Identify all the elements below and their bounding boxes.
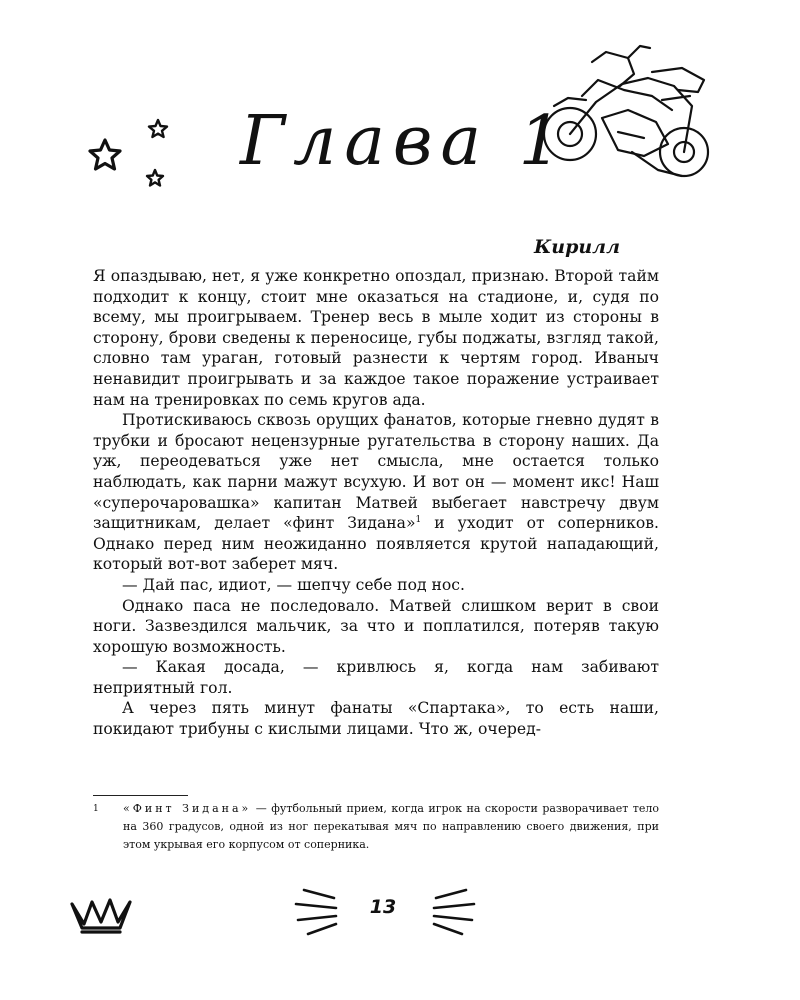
footnote-term: «Финт Зидана» [123, 802, 252, 815]
page-number-area [290, 884, 480, 940]
footnote-reference: 1 [415, 514, 422, 525]
narrator-name: Кирилл [533, 236, 620, 258]
stars-icon [88, 118, 178, 198]
paragraph: Однако паса не последовало. Матвей слишком верит в свои ноги. Зазвездился мальчик, за что и поплатился, потеряв такую хорошую возможность. [93, 596, 659, 656]
footnote [93, 800, 659, 854]
paragraph: Я опаздываю, нет, я уже конкретно опоздал, признаю. Второй тайм подходит к концу, стоит мне оказаться на стадионе, и, судя по всему, мы проигрываем. Тренер весь в мыле ходит из стороны в сторону, брови сведены к переносице, губы поджаты, взгляд такой, словно там ураган, готовый разнести к чертям город. Иваныч ненавидит проигрывать и за каждое такое поражение устраивает нам на тренировках по семь кругов ада. [93, 267, 659, 409]
footnote-marker: 1 [93, 804, 99, 814]
footnote-text [123, 800, 659, 854]
chapter-title: Глава 1 [240, 102, 570, 181]
dialogue-line: — Дай пас, идиот, — шепчу себе под нос. [122, 575, 465, 594]
motorcycle-icon [532, 40, 722, 190]
footnote-divider [93, 795, 188, 796]
paragraph-text: Протискиваюсь сквозь орущих фанатов, которые гневно дудят в трубки и бросают нецензурные ругательства в сторону наших. Да уж, переодеваться уже нет смысла, мне остается только наблюдать, как парни мажут всухую. И вот он — момент икс! Наш «суперочаровашка» капитан Матвей выбегает навстречу двум защитникам, делает «финт Зидана» [93, 411, 659, 533]
footnote-definition: — футбольный прием, когда игрок на скорости разворачивает тело на 360 градусов, одной из ног перекатывая мяч по направлению своего движения, при этом укрывая его корпусом от соперника. [123, 802, 659, 851]
paragraph: А через пять минут фанаты «Спартака», то есть наши, покидают трибуны с кислыми лицами. Что ж, очеред- [93, 699, 659, 739]
crown-icon [68, 888, 134, 934]
page-number: 13 [369, 896, 397, 918]
dialogue-line: — Какая досада, — кривлюсь я, когда нам забивают неприятный гол. [93, 658, 659, 697]
paragraph-text: и уходит от соперников. Однако перед ним неожиданно появляется крутой нападающий, который вот-вот заберет мяч. [93, 514, 660, 574]
chapter-body [93, 266, 659, 740]
paragraph [93, 410, 659, 575]
